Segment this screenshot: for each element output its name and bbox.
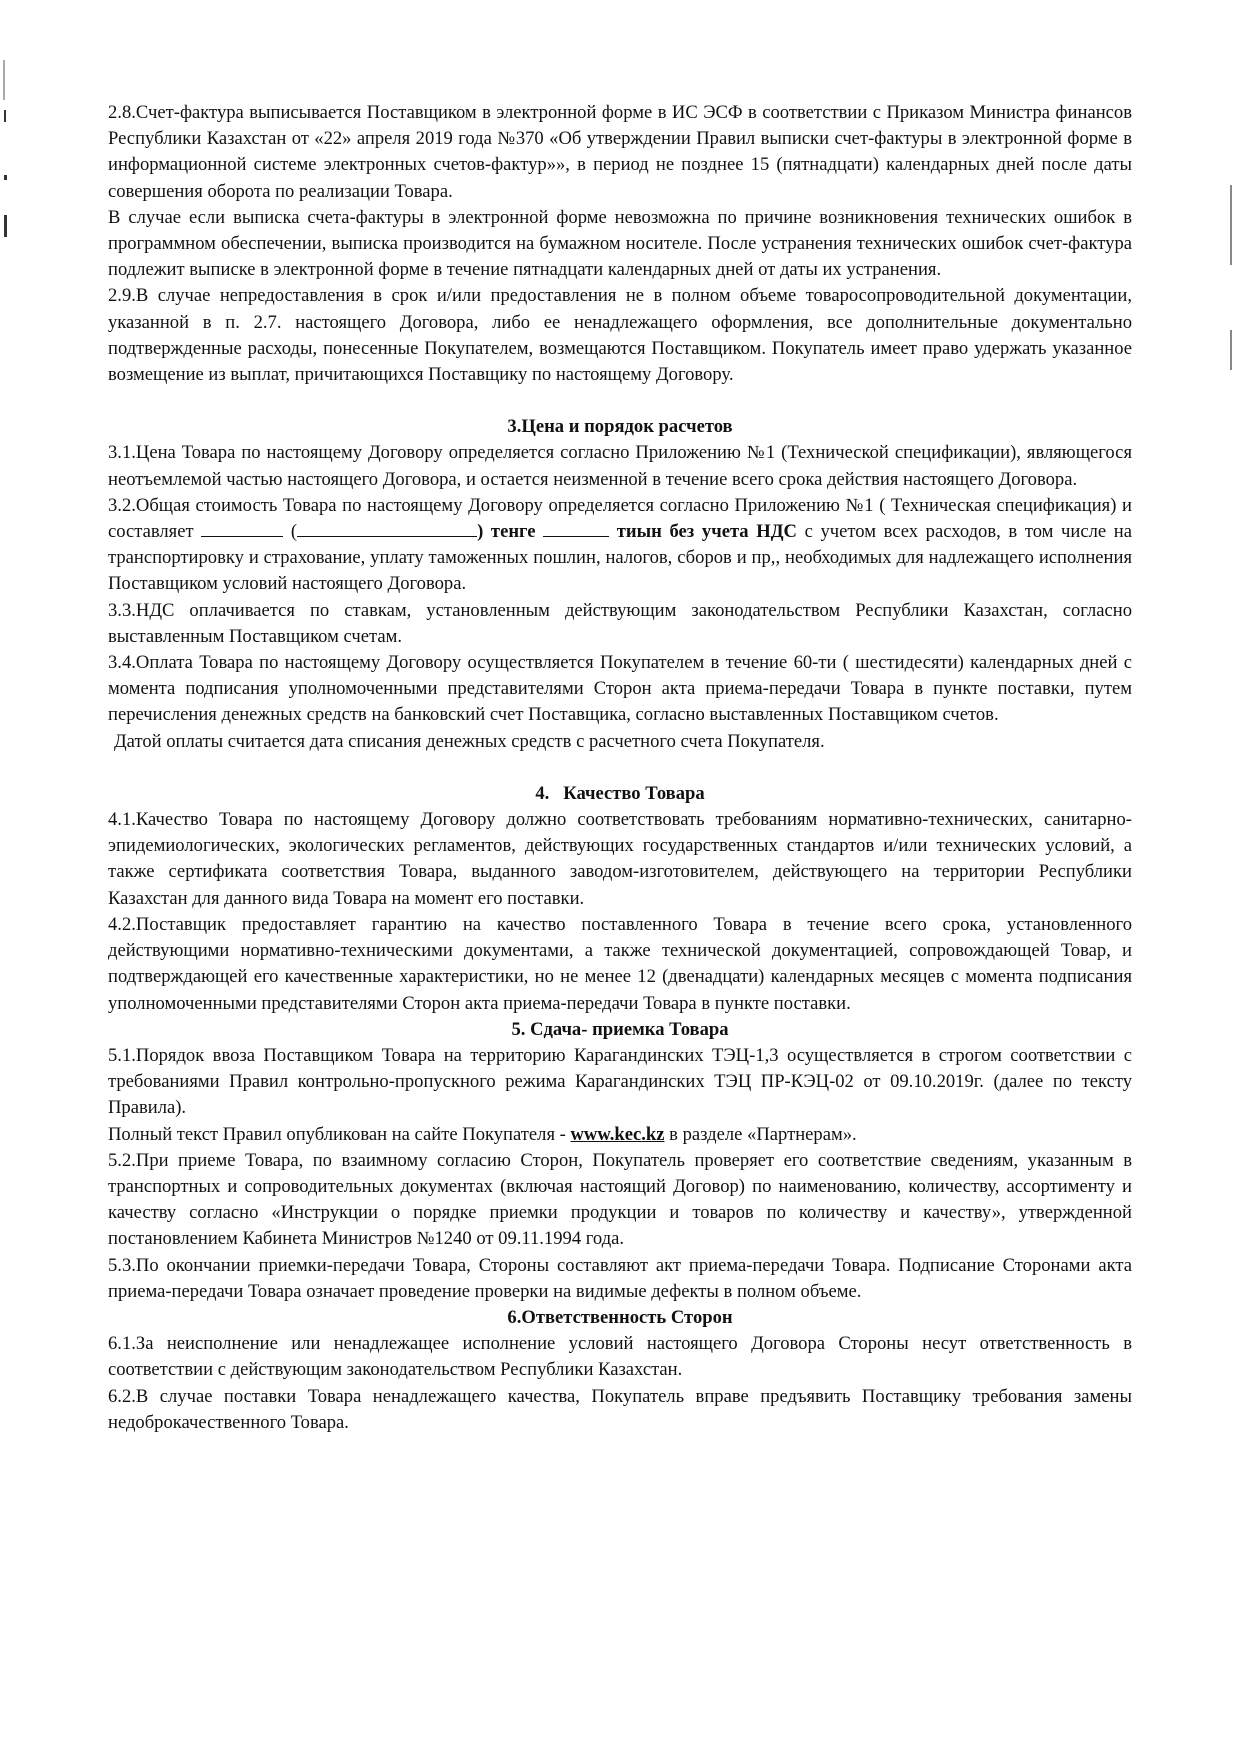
tenge-label: ) тенге [477, 521, 536, 543]
tiyn-blank [543, 520, 609, 537]
section-5-heading: 5. Сдача- приемка Товара [511, 1018, 729, 1040]
amount-blank [201, 520, 283, 537]
website-link[interactable]: www.kec.kz [570, 1123, 665, 1145]
paragraph-2-8-b: В случае если выписка счета-фактуры в электронной форме невозможна по причине возникновения технических ошибок в программном обеспечении, выписка производится на бумажном носителе. После устранения технических ошибок счет-фактура подлежит выписке в электронной форме в течение пятнадцати календарных дней от даты их устранения. [108, 206, 1132, 281]
section-3-heading: 3.Цена и порядок расчетов [507, 416, 733, 438]
paragraph-3-4-b: Датой оплаты считается дата списания денежных средств с расчетного счета Покупателя. [114, 730, 825, 752]
scan-artifact [3, 60, 5, 100]
paragraph-4-2: 4.2.Поставщик предоставляет гарантию на качество поставленного Товара в течение всего срока, установленного действующими нормативно-техническими документами, а также технической документацией, сопровождающей Товар, и подтверждающей его качественные характеристики, но не менее 12 (двенадцати) календарных месяцев с момента подписания уполномоченными представителями Сторон акта приема-передачи Товара в пункте поставки. [108, 913, 1132, 1014]
paragraph-2-9: 2.9.В случае непредоставления в срок и/или предоставления не в полном объеме товаросопроводительной документации, указанной в п. 2.7. настоящего Договора, либо ее ненадлежащего оформления, все дополнительные документально подтвержденные расходы, понесенные Покупателем, возмещаются Поставщиком. Покупатель имеет право удержать указанное возмещение из выплат, причитающихся Поставщику по настоящему Договору. [108, 285, 1132, 386]
paragraph-3-3: 3.3.НДС оплачивается по ставкам, установленным действующим законодательством Республики Казахстан, согласно выставленным Поставщиком счетам. [108, 599, 1132, 647]
paragraph-5-1: 5.1.Порядок ввоза Поставщиком Товара на территорию Карагандинских ТЭЦ-1,3 осуществляется в строгом соответствии с требованиями Правил контрольно-пропускного режима Карагандинских ТЭЦ ПР-КЭЦ-02 от 09.10.2019г. (далее по тексту Правила). [108, 1044, 1132, 1119]
paragraph-5-1-b-end: в разделе «Партнерам». [669, 1123, 857, 1145]
paragraph-3-2 [108, 493, 1132, 598]
scan-edge-line [1230, 185, 1232, 265]
nds-label: НДС [756, 521, 797, 543]
paragraph-4-1: 4.1.Качество Товара по настоящему Договору должно соответствовать требованиям нормативно-технических, санитарно-эпидемиологических, экологических регламентов, действующих государственных стандартов и/или технических условий, а также сертификата соответствия Товара, выданного заводом-изготовителем, действующего на территории Республики Казахстан для данного вида Товара на момент его поставки. [108, 809, 1132, 909]
paragraph-5-3: 5.3.По окончании приемки-передачи Товара, Стороны составляют акт приема-передачи Товара. Подписание Сторонами акта приема-передачи Товара означает проведение проверки на видимые дефекты в полном объеме. [108, 1254, 1132, 1302]
paragraph-3-4: 3.4.Оплата Товара по настоящему Договору осуществляется Покупателем в течение 60-ти ( шестидесяти) календарных дней с момента подписания уполномоченными представителями Сторон акта приема-передачи Товара в пункте поставки, путем перечисления денежных средств на банковский счет Поставщика, согласно выставленных Поставщиком счетов. [108, 652, 1132, 726]
paragraph-3-2-end: с учетом всех расходов, в том числе на транспортировку и страхование, уплату таможенных пошлин, налогов, сборов и пр,, необходимых для надлежащего исполнения Поставщиком условий настоящего Договора. [108, 521, 1132, 595]
paragraph-6-2: 6.2.В случае поставки Товара ненадлежащего качества, Покупатель вправе предъявить Поставщику требования замены недоброкачественного Товара. [108, 1385, 1132, 1433]
scan-artifact [4, 215, 7, 237]
paragraph-5-1-b [108, 1122, 1132, 1148]
paragraph-2-8: 2.8.Счет-фактура выписывается Поставщиком в электронной форме в ИС ЭСФ в соответствии с Приказом Министра финансов Республики Казахстан от «22» апреля 2019 года №370 «Об утверждении Правил выписки счет-фактуры в электронной форме в информационной системе электронных счетов-фактур»», в период не позднее 15 (пятнадцати) календарных дней после даты совершения оборота по реализации Товара. [108, 102, 1132, 202]
paren-open: ( [290, 521, 298, 543]
amount-words-blank [297, 520, 477, 537]
paragraph-6-1: 6.1.За неисполнение или ненадлежащее исполнение условий настоящего Договора Стороны несут ответственность в соответствии с действующим законодательством Республики Казахстан. [108, 1333, 1132, 1381]
scan-artifact [4, 175, 7, 180]
paragraph-5-2: 5.2.При приеме Товара, по взаимному согласию Сторон, Покупатель проверяет его соответствие сведениям, указанным в транспортных и сопроводительных документах (включая настоящий Договор) по наименованию, количеству, ассортименту и качеству согласно «Инструкции о порядке приемки продукции и товаров по количеству и качеству», утвержденной постановлением Кабинета Министров №1240 от 09.11.1994 года. [108, 1149, 1132, 1250]
section-6-heading: 6.Ответственность Сторон [507, 1306, 733, 1328]
scan-edge-line [1230, 330, 1232, 370]
document-page [108, 100, 1132, 1436]
scan-artifact [4, 110, 6, 122]
section-4-heading: 4. Качество Товара [535, 782, 705, 804]
paragraph-5-1-b-start: Полный текст Правил опубликован на сайте Покупателя - [108, 1123, 566, 1145]
paragraph-3-1: 3.1.Цена Товара по настоящему Договору определяется согласно Приложению №1 (Технической спецификации), являющегося неотъемлемой частью настоящего Договора, и остается неизменной в течение всего срока действия настоящего Договора. [108, 442, 1132, 490]
paragraph-3-2-start: 3.2.Общая стоимость Товара по настоящему Договору определяется согласно Приложению №1 ( Техническая спецификация) и составляет [108, 494, 1132, 543]
tiyn-label: тиын без учета [616, 521, 749, 543]
